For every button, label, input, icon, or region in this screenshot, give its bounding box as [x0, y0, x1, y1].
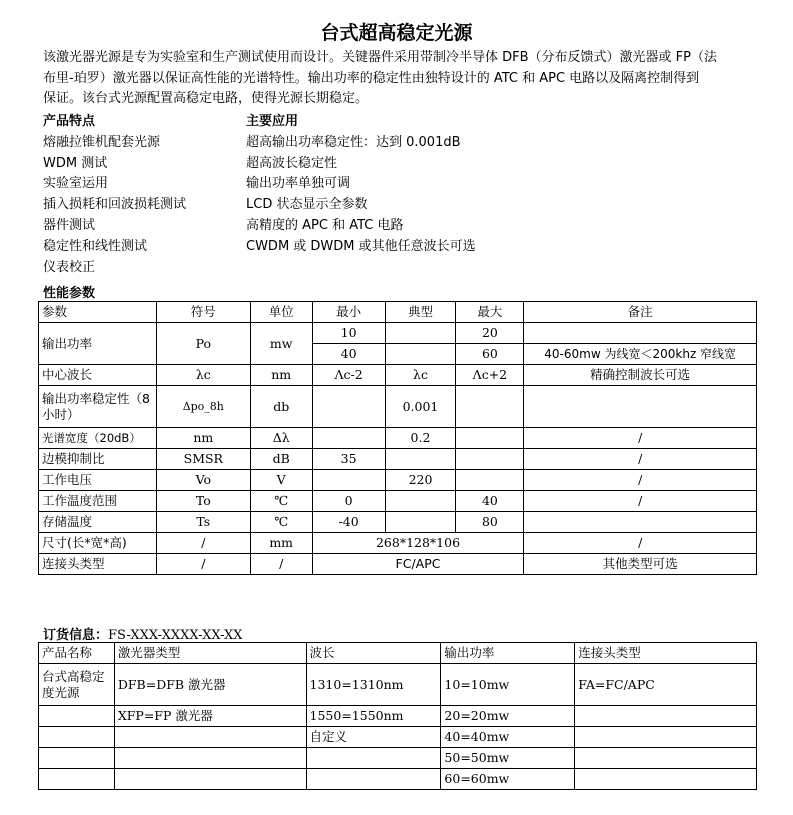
laser-type-cell — [114, 727, 306, 748]
unit-cell: dB — [250, 449, 312, 470]
application-item: 输出功率单独可调 — [246, 176, 351, 192]
typ-cell — [385, 491, 456, 512]
unit-cell: / — [250, 554, 312, 575]
header-cell: 最大 — [456, 302, 524, 323]
note-cell: / — [524, 491, 757, 512]
max-cell: 80 — [456, 512, 524, 533]
note-cell: / — [524, 470, 757, 491]
table-row — [39, 533, 757, 554]
min-cell — [312, 386, 385, 428]
connector-cell: FA=FC/APC — [575, 664, 757, 706]
min-cell: -40 — [312, 512, 385, 533]
max-cell — [456, 386, 524, 428]
connector-cell — [575, 706, 757, 727]
note-cell: / — [524, 449, 757, 470]
symbol-cell: Ts — [156, 512, 250, 533]
note-cell: / — [524, 428, 757, 449]
applications-heading: 主要应用 — [246, 114, 299, 129]
typ-cell — [385, 449, 456, 470]
typ-cell — [385, 344, 456, 365]
typ-cell — [385, 512, 456, 533]
symbol-cell: To — [156, 491, 250, 512]
value-cell: FC/APC — [312, 554, 524, 575]
header-cell: 连接头类型 — [575, 643, 757, 664]
header-cell: 参数 — [39, 302, 157, 323]
min-cell: 40 — [312, 344, 385, 365]
table-row — [39, 706, 757, 727]
max-cell: 40 — [456, 491, 524, 512]
wavelength-cell — [306, 769, 441, 790]
feature-item: 熔融拉锥机配套光源 — [43, 134, 161, 150]
symbol-cell: Δpo_8h — [156, 386, 250, 428]
feature-item: 实验室运用 — [43, 176, 109, 192]
unit-cell: ℃ — [250, 512, 312, 533]
features-heading: 产品特点 — [43, 114, 96, 129]
order-code: FS-XXX-XXXX-XX-XX — [108, 628, 243, 643]
param-cell: 工作温度范围 — [39, 491, 157, 512]
performance-heading: 性能参数 — [43, 286, 96, 301]
max-cell — [456, 470, 524, 491]
param-cell: 尺寸(长*宽*高) — [39, 533, 157, 554]
typ-cell: λc — [385, 365, 456, 386]
typ-cell: 220 — [385, 470, 456, 491]
wavelength-cell — [306, 748, 441, 769]
laser-type-cell — [114, 748, 306, 769]
table-row — [39, 470, 757, 491]
feature-item: WDM 测试 — [43, 155, 108, 171]
min-cell: 10 — [312, 323, 385, 344]
feature-item: 稳定性和线性测试 — [43, 238, 148, 254]
typ-cell: 0.001 — [385, 386, 456, 428]
note-cell: 其他类型可选 — [524, 554, 757, 575]
typ-cell — [385, 323, 456, 344]
laser-type-cell — [114, 769, 306, 790]
table-row — [39, 554, 757, 575]
header-cell: 输出功率 — [441, 643, 575, 664]
application-item: CWDM 或 DWDM 或其他任意波长可选 — [246, 238, 476, 254]
value-cell: 268*128*106 — [312, 533, 524, 554]
table-row — [39, 386, 757, 428]
param-cell: 输出功率 — [39, 323, 157, 365]
param-cell: 边模抑制比 — [39, 449, 157, 470]
feature-item: 插入损耗和回波损耗测试 — [43, 197, 187, 213]
table-row — [39, 449, 757, 470]
performance-table — [38, 301, 757, 575]
note-cell: 精确控制波长可选 — [524, 365, 757, 386]
laser-type-cell: XFP=FP 激光器 — [114, 706, 306, 727]
min-cell: 35 — [312, 449, 385, 470]
page-title: 台式超高稳定光源 — [320, 22, 473, 44]
table-row — [39, 365, 757, 386]
header-cell: 典型 — [385, 302, 456, 323]
param-cell: 存储温度 — [39, 512, 157, 533]
max-cell: 60 — [456, 344, 524, 365]
note-cell — [524, 323, 757, 344]
intro-line: 保证。该台式光源配置高稳定电路，使得光源长期稳定。 — [43, 91, 369, 106]
product-cell: 台式高稳定度光源 — [39, 664, 115, 706]
symbol-cell: Po — [156, 323, 250, 365]
header-cell: 单位 — [250, 302, 312, 323]
unit-cell: ℃ — [250, 491, 312, 512]
symbol-cell: λc — [156, 365, 250, 386]
table-row — [39, 769, 757, 790]
symbol-cell: / — [156, 533, 250, 554]
typ-cell: 0.2 — [385, 428, 456, 449]
order-info-label: 订货信息： — [43, 628, 109, 643]
header-cell: 激光器类型 — [114, 643, 306, 664]
min-cell: Λc-2 — [312, 365, 385, 386]
order-info-heading — [43, 624, 243, 643]
table-row — [39, 323, 757, 344]
min-cell: 0 — [312, 491, 385, 512]
application-item: 高精度的 APC 和 ATC 电路 — [246, 217, 404, 233]
unit-cell: V — [250, 470, 312, 491]
product-cell — [39, 706, 115, 727]
table-header-row — [39, 302, 757, 323]
wavelength-cell: 1550=1550nm — [306, 706, 441, 727]
connector-cell — [575, 727, 757, 748]
power-cell: 20=20mw — [441, 706, 575, 727]
intro-line: 布里-珀罗）激光器以保证高性能的光谱特性。输出功率的稳定性由独特设计的 ATC 和 APC 电路以及隔离控制得到 — [43, 70, 700, 86]
connector-cell — [575, 748, 757, 769]
table-row — [39, 512, 757, 533]
unit-cell: Δλ — [250, 428, 312, 449]
header-cell: 最小 — [312, 302, 385, 323]
symbol-cell: / — [156, 554, 250, 575]
unit-cell: nm — [250, 365, 312, 386]
application-item: LCD 状态显示全参数 — [246, 197, 368, 213]
note-cell: 40-60mw 为线宽＜200khz 窄线宽 — [524, 344, 757, 365]
feature-item: 器件测试 — [43, 217, 96, 233]
intro-paragraph — [43, 48, 755, 110]
max-cell — [456, 449, 524, 470]
unit-cell: mw — [250, 323, 312, 365]
product-cell — [39, 748, 115, 769]
min-cell — [312, 470, 385, 491]
symbol-cell: nm — [156, 428, 250, 449]
product-cell — [39, 769, 115, 790]
header-cell: 产品名称 — [39, 643, 115, 664]
power-cell: 60=60mw — [441, 769, 575, 790]
wavelength-cell: 自定义 — [306, 727, 441, 748]
note-cell — [524, 512, 757, 533]
intro-line: 该激光器光源是专为实验室和生产测试使用而设计。关键器件采用带制冷半导体 DFB（分布反馈式）激光器或 FP（法 — [43, 50, 717, 65]
laser-type-cell: DFB=DFB 激光器 — [114, 664, 306, 706]
power-cell: 40=40mw — [441, 727, 575, 748]
connector-cell — [575, 769, 757, 790]
power-cell: 50=50mw — [441, 748, 575, 769]
header-cell: 波长 — [306, 643, 441, 664]
param-cell: 工作电压 — [39, 470, 157, 491]
symbol-cell: SMSR — [156, 449, 250, 470]
note-cell: / — [524, 533, 757, 554]
table-row — [39, 727, 757, 748]
unit-cell: db — [250, 386, 312, 428]
param-cell: 连接头类型 — [39, 554, 157, 575]
table-row — [39, 748, 757, 769]
feature-item: 仪表校正 — [43, 259, 96, 275]
unit-cell: mm — [250, 533, 312, 554]
symbol-cell: Vo — [156, 470, 250, 491]
power-cell: 10=10mw — [441, 664, 575, 706]
order-table — [38, 642, 757, 790]
max-cell: Λc+2 — [456, 365, 524, 386]
table-header-row — [39, 643, 757, 664]
applications-list — [246, 112, 476, 258]
table-row — [39, 428, 757, 449]
wavelength-cell: 1310=1310nm — [306, 664, 441, 706]
param-cell: 中心波长 — [39, 365, 157, 386]
product-cell — [39, 727, 115, 748]
note-cell — [524, 386, 757, 428]
max-cell: 20 — [456, 323, 524, 344]
table-row — [39, 664, 757, 706]
param-cell: 光谱宽度（20dB） — [39, 428, 157, 449]
max-cell — [456, 428, 524, 449]
features-list — [43, 112, 186, 278]
application-item: 超高波长稳定性 — [246, 155, 338, 171]
application-item: 超高输出功率稳定性：达到 0.001dB — [246, 134, 461, 150]
table-row — [39, 491, 757, 512]
header-cell: 符号 — [156, 302, 250, 323]
param-cell: 输出功率稳定性（8 小时） — [39, 386, 157, 428]
min-cell — [312, 428, 385, 449]
header-cell: 备注 — [524, 302, 757, 323]
